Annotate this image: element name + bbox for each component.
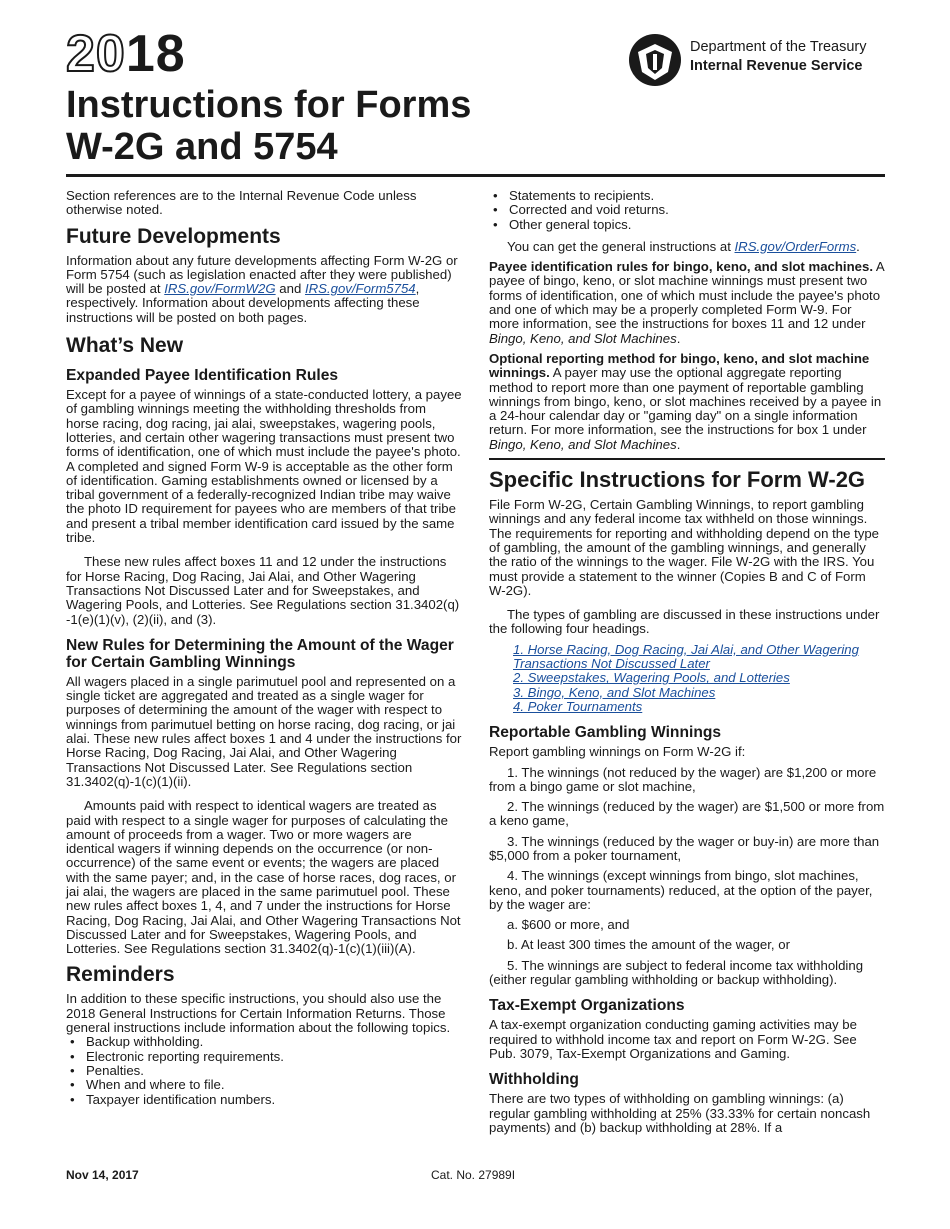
page-title: Instructions for Forms W-2G and 5754 <box>66 84 472 168</box>
list-item: • Backup withholding. <box>86 1035 462 1049</box>
list-item: • Corrected and void returns. <box>509 203 885 217</box>
agency-name: Department of the Treasury Internal Revenue Service <box>690 39 867 74</box>
tax-exempt-text: A tax-exempt organization conducting gaming activities may be required to withhold income tax and report on Form W-2G. See Pub. 3079, Tax-Exempt Organizations and Gaming. <box>489 1017 857 1061</box>
sweepstakes-link[interactable]: 2. Sweepstakes, Wagering Pools, and Lotteries <box>513 670 790 686</box>
irs-eagle-icon <box>624 32 686 88</box>
general-instructions-text: You can get the general instructions at IRS.gov/OrderForms. <box>507 238 860 254</box>
list-item: 4. The winnings (except winnings from bingo, slot machines, keno, and poker tournaments) reduced, at the option of the payer, by the wager are: <box>489 868 873 912</box>
reminders-text: In addition to these specific instructions, you should also use the 2018 General Instructions for Certain Information Returns. Those general instructions include information about the following topics. <box>66 991 451 1036</box>
right-column <box>489 189 885 1141</box>
list-item: • Penalties. <box>86 1064 462 1078</box>
list-item: 1. The winnings (not reduced by the wager) are $1,200 or more from a bingo game or slot machine, <box>489 764 877 794</box>
horse-racing-link[interactable]: 1. Horse Racing, Dog Racing, Jai Alai, and Other Wagering Transactions Not Discussed Later <box>513 641 859 672</box>
withholding-text: There are two types of withholding on gambling winnings: (a) regular gambling withholding at 25% (33.33% for certain noncash payments) and (b) backup withholding at 28%. If a <box>489 1091 871 1135</box>
wager-rules-heading: New Rules for Determining the Amount of the Wager for Certain Gambling Winnings <box>66 636 454 671</box>
general-topics-list <box>489 189 885 232</box>
payee-rules-heading: Expanded Payee Identification Rules <box>66 367 339 385</box>
form-year: 2018 <box>66 25 186 83</box>
revision-date: Nov 14, 2017 <box>66 1168 139 1182</box>
catalog-number: Cat. No. 27989I <box>431 1168 516 1182</box>
list-item: • Electronic reporting requirements. <box>86 1050 462 1064</box>
future-developments-heading: Future Developments <box>66 224 281 248</box>
specific-instructions-text-2: The types of gambling are discussed in these instructions under the following four headings. <box>489 607 880 637</box>
withholding-heading: Withholding <box>489 1071 579 1089</box>
list-item: • Other general topics. <box>509 218 885 232</box>
list-item: 2. The winnings (reduced by the wager) are $1,500 or more from a keno game, <box>489 799 885 829</box>
wager-rules-text-2: Amounts paid with respect to identical wagers are treated as paid with respect to a single wager for purposes of calculating the amount of proceeds from a wager. Two or more wagers are identical wagers if winning depends on the occurrence (or non-occurrence) of the same event or events; the wagers are placed with the same payer; and, in the case of horse races, dog races, or jai alai, the wagers are placed in the same parimutuel pool. These new rules affect boxes 1, 4, and 7 under the instructions for Horse Racing, Dog Racing, Jai Alai, and Other Wagering Transactions Not Discussed Later and for Sweepstakes, Wagering Pools, and Lotteries. See Regulations section 31.3402(q)-1(c)(1)(iii)(A). <box>66 798 461 957</box>
tax-exempt-heading: Tax-Exempt Organizations <box>489 997 685 1015</box>
section-divider <box>489 458 885 460</box>
payee-rules-text-2: These new rules affect boxes 11 and 12 under the instructions for Horse Racing, Dog Racing, Jai Alai, and Other Wagering Transactions Not Discussed Later and for Sweepstakes, and Wagering Pools, and Lotteries. See Regulations section 31.3402(q) -1(e)(1)(v), (2)(ii), and (3). <box>66 554 460 627</box>
list-item: • Taxpayer identification numbers. <box>86 1093 462 1107</box>
payee-rules-text: Except for a payee of winnings of a state-conducted lottery, a payee of gambling winnings meeting the withholding thresholds from horse racing, dog racing, jai alai, sweepstakes, wagering pools, lotteries, and certain other wagering transactions must present two forms of identification, one of which must include the payee's photo. A completed and signed Form W-9 is acceptable as the other form of identification. Gaming establishments owned or licensed by a tribal government of a federally-recognized Indian tribe may waive the photo ID requirement for payees who are members of that tribe and present a tribal member identification card issued by the same tribe. <box>66 387 462 546</box>
form5754-link[interactable]: IRS.gov/Form5754 <box>304 281 416 297</box>
bingo-id-rules: Payee identification rules for bingo, keno, and slot machines. A payee of bingo, keno, or slot machine winnings must present two forms of identification, one of which must include the payee's photo and one of which may be a properly completed Form W-9. For more information, see the instructions for boxes 11 and 12 under Bingo, Keno, and Slot Machines. <box>489 259 884 346</box>
list-item: 3. The winnings (reduced by the wager or buy-in) are more than $5,000 from a poker tournament, <box>489 833 880 863</box>
list-item: a. $600 or more, and <box>507 917 630 933</box>
specific-instructions-heading: Specific Instructions for Form W-2G <box>489 467 866 493</box>
list-item: • Statements to recipients. <box>509 189 885 203</box>
header-divider <box>66 174 885 177</box>
list-item: • When and where to file. <box>86 1078 462 1092</box>
poker-link[interactable]: 4. Poker Tournaments <box>513 698 643 714</box>
list-item: b. At least 300 times the amount of the wager, or <box>507 937 790 953</box>
reportable-winnings-heading: Reportable Gambling Winnings <box>489 724 722 742</box>
formw2g-link[interactable]: IRS.gov/FormW2G <box>164 281 276 297</box>
list-item: 5. The winnings are subject to federal income tax withholding (either regular gambling withholding or backup withholding). <box>489 957 864 988</box>
bingo-keno-link[interactable]: 3. Bingo, Keno, and Slot Machines <box>513 684 716 700</box>
reportable-intro: Report gambling winnings on Form W-2G if: <box>489 744 746 760</box>
future-developments-text: Information about any future developments affecting Form W-2G or Form 5754 (such as legislation enacted after they were published) will be posted at IRS.gov/FormW2G and IRS.gov/Form5754, respectively. Information about developments affecting these instructions will be posted on both pages. <box>66 252 458 325</box>
orderforms-link[interactable]: IRS.gov/OrderForms <box>734 238 857 254</box>
wager-rules-text: All wagers placed in a single parimutuel pool and represented on a single ticket are aggregated and treated as a single wager for purposes of determining the amount of the wager with respect to winnings from parimutuel betting on horse racing, dog racing, or jai alai. These new rules affect boxes 1 and 4 under the instructions for Horse Racing, Dog Racing, Jai Alai, and Other Wagering Transactions Not Discussed Later. See Regulations section 31.3402(q)-1(c)(1)(ii). <box>66 673 462 789</box>
whats-new-heading: What’s New <box>66 334 184 358</box>
gambling-types-list <box>513 643 885 714</box>
reminders-list <box>66 1035 462 1106</box>
left-column <box>66 189 462 1113</box>
optional-reporting: Optional reporting method for bingo, keno, and slot machine winnings. A payer may use the optional aggregate reporting method to report more than one payment of reportable gambling winnings from bingo, keno, or slot machines received by a payee in a 24-hour calendar day or "gaming day" on a single information return. For more information, see the instructions for box 1 under Bingo, Keno, and Slot Machines. <box>489 350 882 452</box>
reminders-heading: Reminders <box>66 963 175 987</box>
specific-instructions-text: File Form W-2G, Certain Gambling Winnings, to report gambling winnings and any federal income tax withheld on those winnings. The requirements for reporting and withholding depend on the type of gambling, the amount of the gambling winnings, and generally the ratio of the winnings to the wager. File W-2G with the IRS. You must provide a statement to the winner (Copies B and C of Form W-2G). <box>489 497 880 598</box>
intro-text: Section references are to the Internal Revenue Code unless otherwise noted. <box>66 188 417 218</box>
